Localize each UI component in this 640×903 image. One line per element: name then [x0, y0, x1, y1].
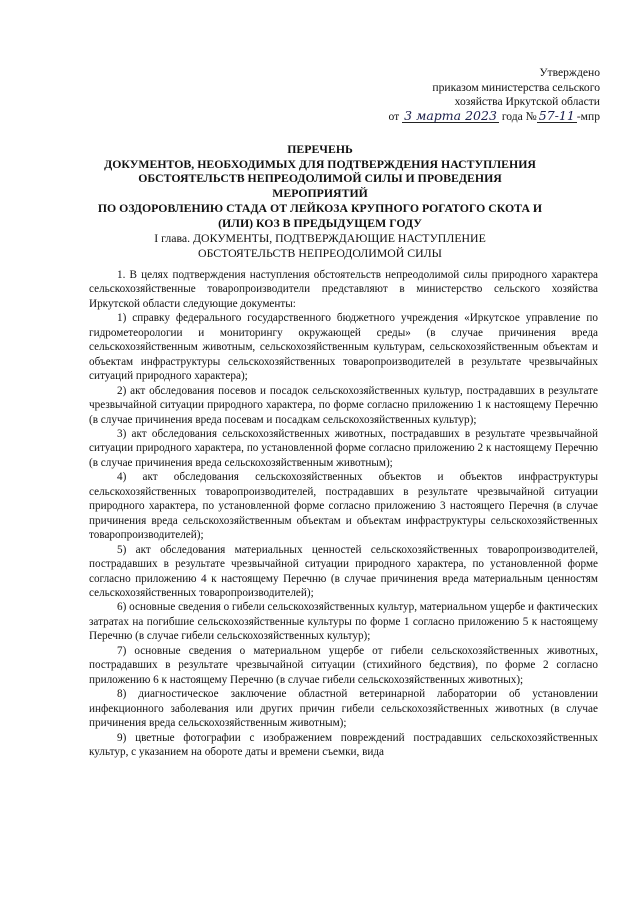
- chapter-line-2: ОБСТОЯТЕЛЬСТВ НЕПРЕОДОЛИМОЙ СИЛЫ: [198, 245, 442, 260]
- paragraph-item-3: 3) акт обследования сельскохозяйственных животных, пострадавших в результате чрезвычайной ситуации природного характера, по установленной форме согласно приложению 2 к настоящему Перечню (в случае причинения вреда сельскохозяйственным животным);: [89, 427, 598, 469]
- paragraph-item-9: 9) цветные фотографии с изображением повреждений пострадавших сельскохозяйственных культур, с указанием на обороте даты и времени съемки, вида: [89, 731, 598, 758]
- chapter-line-1: I глава. ДОКУМЕНТЫ, ПОДТВЕРЖДАЮЩИЕ НАСТУПЛЕНИЕ: [154, 231, 486, 245]
- paragraph-item-7: 7) основные сведения о материальном ущербе от гибели сельскохозяйственных животных, пострадавших в результате чрезвычайной ситуации (стихийного бедствия), по форме 2 согласно приложению 6 к настоящему Перечню (в случае гибели сельскохозяйственных животных);: [89, 644, 598, 686]
- approval-line-1: Утверждено: [539, 66, 600, 79]
- year-suffix: года №: [501, 109, 537, 123]
- title-line-2: ДОКУМЕНТОВ, НЕОБХОДИМЫХ ДЛЯ ПОДТВЕРЖДЕНИЯ НАСТУПЛЕНИЯ: [104, 156, 536, 171]
- paragraph-item-8: 8) диагностическое заключение областной ветеринарной лаборатории об установлении инфекционного заболевания или других причин гибели сельскохозяйственных животных (в случае причинения вреда сельскохозяйственным животным);: [89, 688, 598, 730]
- title-line-1: ПЕРЕЧЕНЬ: [287, 142, 353, 156]
- approval-date-line: [370, 107, 600, 125]
- approval-line-2: приказом министерства сельского: [432, 80, 600, 94]
- number-suffix: -мпр: [576, 109, 600, 123]
- document-title: [90, 142, 550, 230]
- chapter-heading: [90, 231, 550, 260]
- title-line-5: (ИЛИ) КОЗ В ПРЕДЫДУЩЕМ ГОДУ: [218, 215, 422, 230]
- paragraph-item-5: 5) акт обследования материальных ценностей сельскохозяйственных товаропроизводителей, пострадавших в результате чрезвычайной ситуации природного характера, по установленной форме согласно приложению 4 к настоящему Перечню (в случае причинения вреда материальным ценностям сельскохозяйственных товаропроизводителей);: [89, 543, 598, 599]
- title-line-4: ПО ОЗДОРОВЛЕНИЮ СТАДА ОТ ЛЕЙКОЗА КРУПНОГО РОГАТОГО СКОТА И: [97, 200, 543, 215]
- title-line-3: ОБСТОЯТЕЛЬСТВ НЕПРЕОДОЛИМОЙ СИЛЫ И ПРОВЕДЕНИЯ МЕРОПРИЯТИЙ: [138, 171, 502, 201]
- date-prefix: от: [388, 109, 400, 123]
- paragraph-item-6: 6) основные сведения о гибели сельскохозяйственных культур, материальном ущербе и фактических затратах на погибшие сельскохозяйственные культуры по форме 1 согласно приложению 5 к настоящему Перечню (в случае гибели сельскохозяйственных культур);: [89, 601, 598, 643]
- paragraph-item-1: 1) справку федерального государственного бюджетного учреждения «Иркутское управление по гидрометеорологии и мониторингу окружающей среды» (в случае причинения вреда сельскохозяйственным животным, сельскохозяйственным культурам, сельскохозяйственным объектам и объектам инфраструктуры сельскохозяйственных товаропроизводителей в результате чрезвычайных ситуаций природного характера);: [89, 312, 598, 383]
- paragraph-item-4: 4) акт обследования сельскохозяйственных объектов и объектов инфраструктуры сельскохозяйственных товаропроизводителей, пострадавших в результате чрезвычайной ситуации природного характера, по установленной форме согласно приложению 3 настоящего Перечня (в случае причинения вреда сельскохозяйственным объектам и объектам инфраструктуры сельскохозяйственных товаропроизводителей);: [89, 471, 598, 542]
- handwritten-date: 3 марта 2023: [404, 107, 497, 123]
- document-body: [89, 268, 598, 759]
- approval-line-3: хозяйства Иркутской области: [454, 95, 600, 109]
- paragraph-item-2: 2) акт обследования посевов и посадок сельскохозяйственных культур, пострадавших в результате чрезвычайной ситуации природного характера, по форме согласно приложению 1 к настоящему Перечню (в случае причинения вреда посевам и посадкам сельскохозяйственных культур);: [89, 384, 598, 426]
- handwritten-number: 57-11: [538, 107, 575, 123]
- approval-stamp: [370, 66, 600, 124]
- paragraph-intro: 1. В целях подтверждения наступления обстоятельств непреодолимой силы природного характера сельскохозяйственные товаропроизводители представляют в министерство сельского хозяйства Иркутской области следующие документы:: [89, 269, 598, 310]
